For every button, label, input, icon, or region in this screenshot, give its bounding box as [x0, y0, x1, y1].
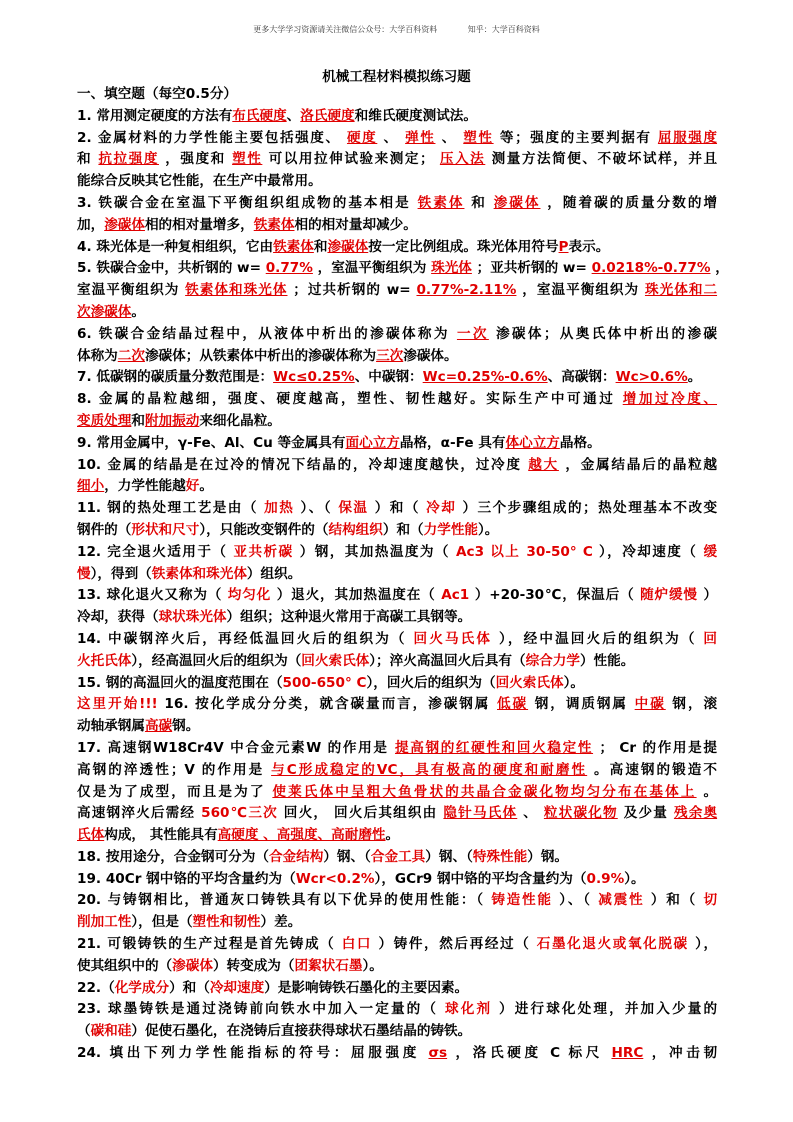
- question-text: 18. 按用途分，合金钢可分为（: [77, 848, 269, 865]
- question-text: 相的相对量却减少。: [294, 216, 417, 233]
- answer-red: 特殊性能: [472, 848, 528, 865]
- question-text: 等；强度的主要判据有: [499, 129, 652, 146]
- question-text: ）铸件，然后再经过（: [378, 936, 531, 953]
- question-text: 22.（: [77, 979, 115, 996]
- answer-underlined: 三次: [376, 347, 404, 364]
- question-text: ）+20-30℃，保温后（: [474, 587, 635, 604]
- answer-underlined: 变质处理: [77, 412, 132, 429]
- question-text: 钢，滚: [672, 696, 718, 713]
- answer-underlined: 中碳: [634, 696, 666, 713]
- question-text: ）转变成为（: [212, 957, 295, 974]
- answer-red: 削加工性: [77, 914, 132, 931]
- answer-red: 火托氏体: [77, 652, 132, 669]
- answer-red: 形状和尺寸: [131, 521, 200, 538]
- document-title: 机械工程材料模拟练习题: [322, 69, 471, 85]
- answer-underlined: 0.0218%-0.77%: [591, 260, 711, 277]
- answer-underlined: 高碳: [144, 718, 173, 735]
- question-text: 渗碳体。: [403, 347, 458, 364]
- text-line: [77, 128, 717, 150]
- question-text: ），得到（: [90, 565, 152, 582]
- question-text: ）性能。: [579, 652, 635, 669]
- question-text: ）退火，其加热温度在（: [276, 587, 436, 604]
- question-text: 、中碳钢：: [354, 369, 423, 386]
- text-line: [77, 1021, 717, 1043]
- text-line: [77, 542, 717, 564]
- exercise-body: [77, 84, 729, 1065]
- text-line: [77, 280, 717, 302]
- question-text: ）、（: [300, 500, 333, 517]
- text-line: [77, 782, 717, 804]
- question-text: ）钢、（: [425, 848, 473, 865]
- question-text: 一、填空题（每空0.5分）: [77, 86, 238, 102]
- question-text: 能综合反映其它性能，在生产中最常用。: [77, 173, 322, 190]
- text-line: [77, 890, 717, 912]
- text-line: [77, 651, 717, 673]
- text-line: [77, 193, 717, 215]
- answer-red: 保温: [338, 500, 369, 517]
- question-text: 及少量: [623, 805, 669, 822]
- answer-underlined: 次渗碳体: [77, 303, 132, 320]
- question-text: 。高速钢的锻造不: [593, 761, 718, 778]
- answer-underlined: 铁素体: [253, 216, 295, 233]
- answer-red: Wcr<0.2%: [295, 870, 375, 887]
- question-text: ）差。: [260, 914, 302, 931]
- question-text: ，随着碳的质量分数的增: [547, 194, 718, 211]
- question-text: 和: [77, 151, 93, 168]
- question-text: ；过共析钢的 w=: [293, 282, 411, 299]
- text-line: [77, 455, 717, 477]
- answer-red: 合金工具: [370, 848, 426, 865]
- question-text: 14. 中碳钢淬火后，再经低温回火后的组织为（: [77, 630, 414, 647]
- answer-red: 均匀化: [227, 587, 272, 604]
- answer-underlined: σs: [428, 1045, 448, 1062]
- text-line: [77, 847, 717, 869]
- answer-underlined: 铁素体和珠光体: [185, 282, 288, 299]
- answer-underlined: 一次: [456, 325, 489, 342]
- question-text: 渗碳体；从奥氏体中析出的渗碳: [495, 325, 718, 342]
- text-line: [77, 869, 717, 891]
- question-text: 13. 球化退火又称为（: [77, 587, 223, 604]
- question-text: 高钢的淬透性；V 的作用是: [77, 761, 265, 778]
- question-text: 体称为: [77, 347, 118, 364]
- text-line: [77, 716, 717, 738]
- header-zhihu-note: 知乎：大学百科资料: [467, 25, 540, 34]
- question-text: ）；淬火高温回火后具有（: [369, 652, 526, 669]
- question-text: 、: [383, 129, 399, 146]
- answer-red: 回火索氏体: [301, 652, 370, 669]
- question-text: 、: [286, 107, 301, 124]
- text-line: [77, 956, 717, 978]
- question-text: ），回火后的组织为（: [366, 674, 496, 691]
- answer-underlined: 粒状碳化物: [543, 805, 618, 822]
- question-text: ）组织；这种退火常用于高碳工具钢等。: [226, 609, 472, 626]
- answer-red: 这里开始!!!: [77, 696, 158, 713]
- text-line: [77, 912, 717, 934]
- question-text: 和: [131, 412, 145, 429]
- question-text: 仅是为了成型，而且是为了: [77, 783, 266, 800]
- text-line: [77, 346, 717, 368]
- question-text: ，强度和: [165, 151, 226, 168]
- text-line: [77, 673, 717, 695]
- answer-underlined: 屈服强度: [657, 129, 718, 146]
- question-text: ）钢，其加热温度为（: [299, 543, 450, 560]
- answer-red: 好: [185, 478, 200, 495]
- answer-underlined: 弹性: [405, 129, 436, 146]
- text-line: [77, 433, 717, 455]
- answer-underlined: 增加过冷度、: [622, 391, 718, 408]
- answer-red: 铸造性能: [491, 892, 553, 909]
- answer-red: 回火索氏体: [495, 674, 564, 691]
- question-text: 钢。: [172, 718, 200, 735]
- answer-underlined: 隐针马氏体: [443, 805, 518, 822]
- question-text: 和维氏硬度测试法。: [354, 107, 477, 124]
- question-text: 冷却，获得（: [77, 609, 159, 626]
- question-text: 1. 常用测定硬度的方法有: [77, 107, 233, 124]
- question-text: 和: [471, 194, 487, 211]
- text-line: [77, 258, 729, 280]
- answer-red: 亚共析碳: [233, 543, 294, 560]
- question-text: ），经中温回火后的组织为（: [498, 630, 704, 647]
- question-text: ）和（: [650, 892, 697, 909]
- text-line: [77, 738, 717, 760]
- question-text: 高速钢淬火后需经: [77, 805, 196, 822]
- answer-red: 合金结构: [268, 848, 324, 865]
- question-text: 晶格。: [559, 434, 601, 451]
- text-line: [77, 607, 717, 629]
- question-text: 、: [441, 129, 457, 146]
- question-text: ）。: [362, 957, 383, 974]
- answer-red: 500-650° C: [282, 674, 367, 691]
- answer-red: 0.9%: [586, 870, 625, 887]
- answer-underlined: 使莱氏体中呈粗大鱼骨状的共晶合金碳化物均匀分布在基体上: [272, 783, 697, 800]
- answer-underlined: 附加振动: [144, 412, 200, 429]
- answer-red: 球状珠光体: [158, 609, 227, 626]
- answer-red: 结构组织: [328, 521, 383, 538]
- answer-underlined: 抗拉强度: [98, 151, 159, 168]
- question-text: 回火， 回火后其组织由: [283, 805, 438, 822]
- answer-red: 560℃三次: [201, 805, 278, 822]
- answer-underlined: 低碳: [497, 696, 529, 713]
- answer-underlined: 二次: [117, 347, 145, 364]
- text-line: [77, 520, 717, 542]
- text-line: [77, 999, 717, 1021]
- question-text: 。: [131, 303, 145, 320]
- question-text: 钢件的（: [77, 521, 132, 538]
- answer-red: 回火马氏体: [413, 630, 493, 647]
- question-text: ，洛氏硬度 C 标尺: [455, 1045, 604, 1062]
- question-text: ，力学性能越: [104, 478, 186, 495]
- answer-red: 冷却: [426, 500, 457, 517]
- question-text: 晶格，α-Fe 具有: [399, 434, 506, 451]
- answer-red: 综合力学: [525, 652, 580, 669]
- question-text: 、高碳钢：: [547, 369, 616, 386]
- question-text: 使其组织中的（: [77, 957, 173, 974]
- text-line: [77, 498, 717, 520]
- text-line: [77, 760, 717, 782]
- answer-underlined: 硬度: [346, 129, 378, 146]
- question-text: 9. 常用金属中，γ-Fe、Al、Cu 等金属具有: [77, 434, 346, 451]
- answer-underlined: 塑性: [463, 129, 494, 146]
- answer-underlined: Wc>0.6%: [615, 369, 688, 386]
- question-text: ，室温平衡组织为: [522, 282, 640, 299]
- answer-underlined: 铁素体: [417, 194, 465, 211]
- answer-underlined: 渗碳体: [327, 238, 369, 255]
- question-text: 按一定比例组成。珠光体用符号: [368, 238, 559, 255]
- question-text: 17. 高速钢W18Cr4V 中合金元素W 的作用是: [77, 739, 389, 756]
- question-text: ）是影响铸铁石墨化的主要因素。: [264, 979, 469, 996]
- question-text: ）钢、（: [323, 848, 371, 865]
- answer-red: 缓: [703, 543, 718, 560]
- question-text: ）促使石墨化，在浇铸后直接获得球状石墨结晶的铸铁。: [131, 1023, 472, 1040]
- question-text: 、: [523, 805, 538, 822]
- answer-red: Ac1: [441, 587, 470, 604]
- answer-red: 渗碳体: [172, 957, 213, 974]
- answer-red: 碳和硅: [90, 1023, 132, 1040]
- text-line: [77, 825, 717, 847]
- answer-underlined: 越大: [528, 456, 559, 473]
- question-text: 8. 金属的晶粒越细，强度、硬度越高，塑性、韧性越好。实际生产中可通过: [77, 391, 623, 408]
- question-text: 15. 钢的高温回火的温度范围在（: [77, 674, 283, 691]
- answer-underlined: 0.77%: [265, 260, 313, 277]
- answer-red: 减震性: [598, 892, 645, 909]
- question-text: 钢，调质钢属: [534, 696, 628, 713]
- question-text: 6. 铁碳合金结晶过程中，从液体中析出的渗碳体称为: [77, 325, 450, 342]
- question-text: 4. 珠光体是一种复相组织，它由: [77, 238, 274, 255]
- question-text: 。: [199, 478, 213, 495]
- question-text: ； Cr 的作用是提: [599, 739, 717, 756]
- question-text: 3. 铁碳合金在室温下平衡组织组成物的基本相是: [77, 194, 411, 211]
- answer-underlined: P: [558, 238, 569, 255]
- answer-underlined: Wc=0.25%-0.6%: [422, 369, 548, 386]
- answer-underlined: 珠光体和二: [644, 282, 718, 299]
- question-text: ；亚共析钢的 w=: [476, 260, 587, 277]
- question-text: 。: [385, 827, 400, 844]
- question-text: ），冷却速度（: [598, 543, 698, 560]
- question-text: 24. 填出下列力学性能指标的符号：屈服强度: [77, 1045, 421, 1062]
- question-text: 11. 钢的热处理工艺是由（: [77, 500, 258, 517]
- question-text: ）进行球化处理，并加入少量的: [499, 1001, 718, 1018]
- question-text: ）组织。: [246, 565, 302, 582]
- question-text: ），只能改变钢件的（: [199, 521, 329, 538]
- answer-underlined: 高硬度 、高强度、高耐磨性: [217, 827, 386, 844]
- answer-underlined: 铁素体: [273, 238, 314, 255]
- question-text: （: [77, 1023, 91, 1040]
- question-text: 5. 铁碳合金中，共析钢的 w=: [77, 260, 261, 277]
- question-text: 加，: [77, 216, 105, 233]
- answer-red: 团絮状石墨: [294, 957, 363, 974]
- question-text: ）。: [624, 870, 645, 887]
- question-text: ，室温平衡组织为: [317, 260, 427, 277]
- text-line: [77, 629, 717, 651]
- answer-underlined: 压入法: [439, 151, 486, 168]
- text-line: [77, 585, 717, 607]
- question-text: ）和（: [382, 521, 424, 538]
- question-text: ）。: [478, 521, 499, 538]
- answer-underlined: 残余奥: [673, 805, 718, 822]
- text-line: [77, 324, 717, 346]
- question-text: ）三个步骤组成的；热处理基本不改变: [462, 500, 718, 517]
- answer-red: Ac3 以上 30-50° C: [456, 543, 593, 560]
- text-line: [77, 694, 717, 716]
- question-text: 7. 低碳钢的碳质量分数范围是：: [77, 369, 274, 386]
- text-line: [77, 84, 717, 106]
- answer-underlined: 珠光体: [431, 260, 472, 277]
- text-line: [77, 389, 717, 411]
- question-text: 测量方法简便、不破坏试样，并且: [491, 151, 718, 168]
- question-text: 12. 完全退火适用于（: [77, 543, 228, 560]
- text-line: [77, 476, 717, 498]
- text-line: [77, 1043, 717, 1065]
- header-wechat-note: 更多大学学习资源请关注微信公众号：大学百科资料: [253, 25, 438, 34]
- text-line: [77, 215, 717, 237]
- text-line: [77, 171, 717, 193]
- question-text: 21. 可锻铸铁的生产过程是首先铸成（: [77, 936, 336, 953]
- answer-red: 白口: [341, 936, 373, 953]
- question-text: ）和（: [169, 979, 210, 996]
- question-text: ）。: [563, 674, 584, 691]
- answer-red: 慢: [77, 565, 91, 582]
- text-line: [77, 367, 717, 389]
- question-text: ）和（: [374, 500, 420, 517]
- question-text: ，: [715, 260, 729, 277]
- text-line: [77, 934, 717, 956]
- answer-underlined: 提高钢的红硬性和回火稳定性: [394, 739, 594, 756]
- question-text: ），经高温回火后的组织为（: [131, 652, 302, 669]
- answer-underlined: HRC: [611, 1045, 644, 1062]
- question-text: 。: [687, 369, 702, 386]
- question-text: 和: [313, 238, 328, 255]
- answer-red: 铁素体和珠光体: [151, 565, 247, 582]
- answer-red: 冷却速度: [209, 979, 265, 996]
- answer-underlined: 塑性: [232, 151, 263, 168]
- question-text: 相的相对量增多，: [144, 216, 254, 233]
- question-text: 。: [703, 783, 718, 800]
- answer-red: 切: [703, 892, 718, 909]
- answer-red: 随炉缓慢: [640, 587, 698, 604]
- question-text: ），GCr9 钢中铬的平均含量约为（: [374, 870, 587, 887]
- question-text: 渗碳体；从铁素体中析出的渗碳体称为: [144, 347, 377, 364]
- question-text: ，冲击韧: [651, 1045, 718, 1062]
- answer-red: 加热: [264, 500, 295, 517]
- question-text: 可以用拉伸试验来测定；: [268, 151, 434, 168]
- question-text: ）、（: [559, 892, 592, 909]
- question-text: 室温平衡组织为: [77, 282, 180, 299]
- text-line: [77, 106, 717, 128]
- answer-underlined: 氏体: [77, 827, 105, 844]
- question-text: ，金属结晶后的晶粒越: [565, 456, 718, 473]
- answer-red: 回: [703, 630, 718, 647]
- answer-underlined: 0.77%-2.11%: [416, 282, 517, 299]
- answer-red: 球化剂: [445, 1001, 493, 1018]
- question-text: 10. 金属的结晶是在过冷的情况下结晶的，冷却速度越快，过冷度: [77, 456, 522, 473]
- answer-underlined: 与C形成稳定的VC，具有极高的硬度和耐磨性: [271, 761, 588, 778]
- text-line: [77, 564, 717, 586]
- question-text: 19. 40Cr 钢中铬的平均含量约为（: [77, 870, 296, 887]
- answer-underlined: 布氏硬度: [232, 107, 287, 124]
- text-line: [77, 149, 717, 171]
- question-text: 动轴承钢属: [77, 718, 145, 735]
- answer-red: 力学性能: [423, 521, 479, 538]
- text-line: [77, 803, 717, 825]
- question-text: 构成， 其性能具有: [104, 827, 218, 844]
- answer-red: 化学成分: [114, 979, 170, 996]
- question-text: ）钢。: [527, 848, 569, 865]
- question-text: 23. 球墨铸铁是通过浇铸前向铁水中加入一定量的（: [77, 1001, 439, 1018]
- answer-underlined: Wc≤0.25%: [273, 369, 355, 386]
- text-line: [77, 411, 717, 433]
- question-text: 表示。: [568, 238, 610, 255]
- text-line: [77, 978, 717, 1000]
- question-text: ），: [695, 936, 718, 953]
- text-line: [77, 237, 717, 259]
- question-text: 20. 与铸钢相比，普通灰口铸铁具有以下优异的使用性能：（: [77, 892, 485, 909]
- answer-underlined: 渗碳体: [493, 194, 541, 211]
- answer-red: 塑性和韧性: [192, 914, 261, 931]
- question-text: 2. 金属材料的力学性能主要包括强度、: [77, 129, 341, 146]
- answer-underlined: 细小: [77, 478, 105, 495]
- page-header: [0, 24, 793, 35]
- question-text: ），但是（: [131, 914, 193, 931]
- answer-red: 石墨化退火或氧化脱碳: [536, 936, 689, 953]
- question-text: 16. 按化学成分分类，就含碳量而言，渗碳钢属: [164, 696, 491, 713]
- text-line: [77, 302, 717, 324]
- answer-underlined: 面心立方: [345, 434, 400, 451]
- question-text: 来细化晶粒。: [199, 412, 281, 429]
- answer-underlined: 体心立方: [505, 434, 560, 451]
- answer-underlined: 洛氏硬度: [300, 107, 355, 124]
- answer-underlined: 渗碳体: [104, 216, 145, 233]
- question-text: ）: [703, 587, 718, 604]
